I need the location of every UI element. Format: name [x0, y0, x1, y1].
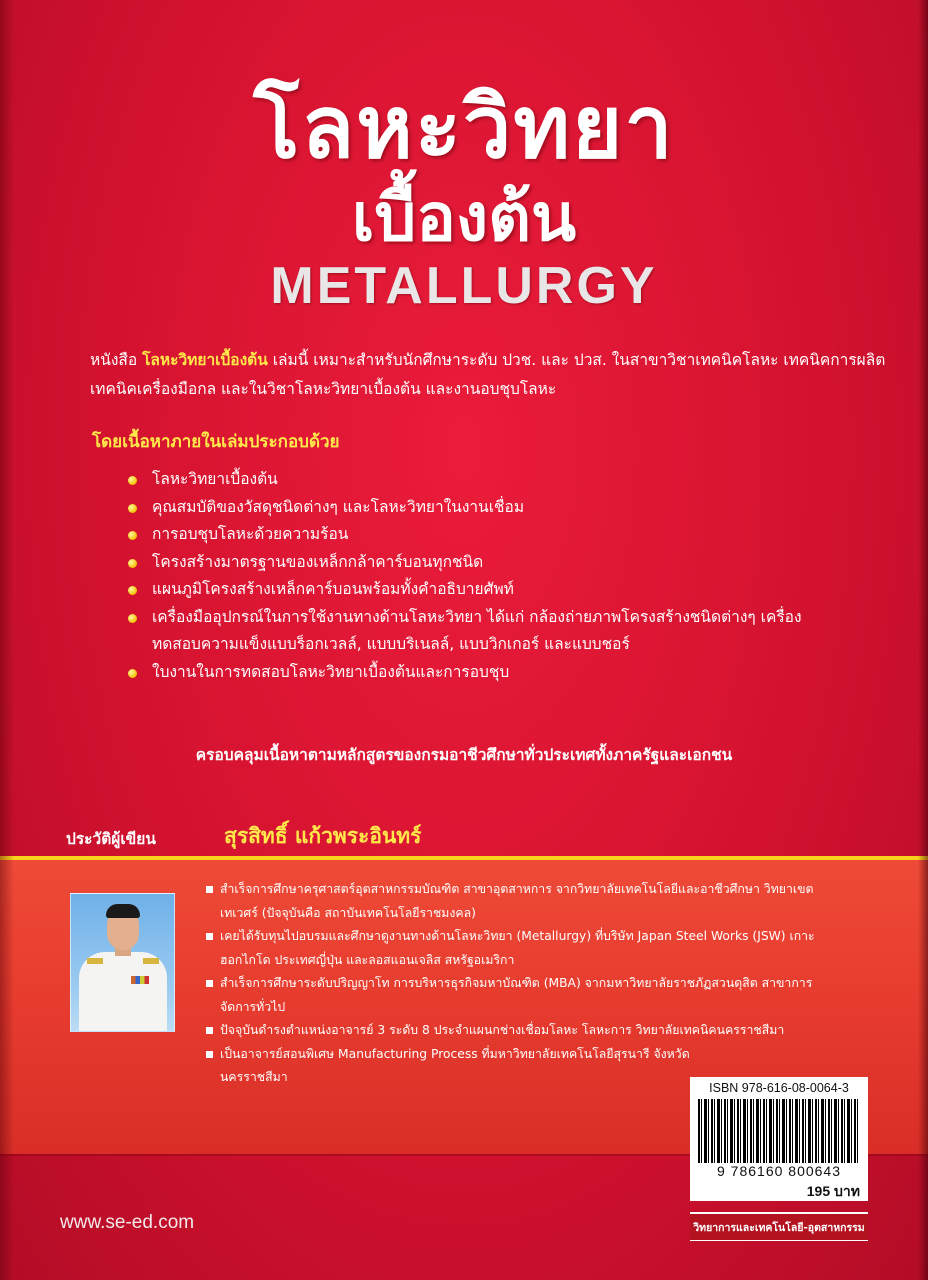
- bio-item: [206, 925, 846, 972]
- white-square-icon: [206, 1027, 213, 1034]
- white-square-icon: [206, 1051, 213, 1058]
- contents-item-text: โลหะวิทยาเบื้องต้น: [152, 470, 278, 488]
- contents-item: [128, 466, 828, 494]
- bio-item-text: สำเร็จการศึกษาครุศาสตร์อุตสาหกรรมบัณฑิต สาขาอุตสาหการ จากวิทยาลัยเทคโนโลยีและอาชีวศึกษา วิทยาเขตเทเวศร์ (ปัจจุบันคือ สถาบันเทคโนโลยีราชมงคล): [220, 882, 814, 920]
- author-name: สุรสิทธิ์ แก้วพระอินทร์: [224, 824, 422, 848]
- bio-item-text: สำเร็จการศึกษาระดับปริญญาโท การบริหารธุรกิจมหาบัณฑิต (MBA) จากมหาวิทยาลัยราชภัฏสวนดุสิต สาขาการจัดการทั่วไป: [220, 976, 813, 1014]
- isbn-text: ISBN 978-616-08-0064-3: [709, 1081, 849, 1095]
- barcode-number: 9 786160 800643: [717, 1163, 841, 1179]
- publisher-website: www.se-ed.com: [60, 1212, 195, 1233]
- bio-item-text: เคยได้รับทุนไปอบรมและศึกษาดูงานทางด้านโลหะวิทยา (Metallurgy) ที่บริษัท Japan Steel Works (JSW) เกาะฮอกไกโด ประเทศญี่ปุ่น และลอสแอนเจลิส สหรัฐอเมริกา: [220, 929, 815, 967]
- gold-bullet-icon: [128, 531, 137, 540]
- contents-item: [128, 494, 828, 522]
- gold-bullet-icon: [128, 614, 137, 623]
- spine-shadow: [0, 0, 14, 1280]
- category-text: วิทยาการและเทคโนโลยี-อุตสาหกรรม: [693, 1222, 865, 1234]
- contents-item-text: ใบงานในการทดสอบโลหะวิทยาเบื้องต้นและการอบชุบ: [152, 662, 510, 681]
- title-thai-line-2: เบื้องต้น: [351, 179, 577, 256]
- contents-item: [128, 521, 828, 549]
- intro-prefix: หนังสือ: [90, 351, 143, 369]
- intro-paragraph: [90, 346, 890, 404]
- coverage-statement: ครอบคลุมเนื้อหาตามหลักสูตรของกรมอาชีวศึกษาทั่วประเทศทั้งภาครัฐและเอกชน: [195, 746, 733, 764]
- contents-item-text: แผนภูมิโครงสร้างเหล็กคาร์บอนพร้อมทั้งคำอธิบายศัพท์: [152, 580, 514, 598]
- bio-item: [206, 1019, 846, 1043]
- contents-item: [128, 549, 828, 577]
- contents-heading: โดยเนื้อหาภายในเล่มประกอบด้วย: [92, 432, 340, 452]
- contents-item-text: การอบชุบโลหะด้วยความร้อน: [152, 525, 349, 543]
- gold-bullet-icon: [128, 476, 137, 485]
- barcode-label: [690, 1077, 868, 1201]
- contents-item-text: เครื่องมืออุปกรณ์ในการใช้งานทางด้านโลหะวิทยา ได้แก่ กล้องถ่ายภาพโครงสร้างชนิดต่างๆ เครื่องทดสอบความแข็งแบบร็อกเวลล์, แบบบริเนลล์, แบบวิกเกอร์ และแบบชอร์: [152, 607, 802, 653]
- white-square-icon: [206, 933, 213, 940]
- contents-item: [128, 576, 828, 604]
- category-label: [690, 1212, 868, 1241]
- price: 195 บาท: [806, 1183, 860, 1199]
- bio-item-text: ปัจจุบันดำรงตำแหน่งอาจารย์ 3 ระดับ 8 ประจำแผนกช่างเชื่อมโลหะ โลหะการ วิทยาลัยเทคนิคนครราชสีมา: [220, 1023, 785, 1037]
- gold-bullet-icon: [128, 559, 137, 568]
- bio-item: [206, 878, 846, 925]
- white-square-icon: [206, 886, 213, 893]
- gold-bullet-icon: [128, 504, 137, 513]
- gold-bullet-icon: [128, 586, 137, 595]
- contents-item-text: คุณสมบัติของวัสดุชนิดต่างๆ และโลหะวิทยาในงานเชื่อม: [152, 497, 525, 516]
- contents-item-text: โครงสร้างมาตรฐานของเหล็กกล้าคาร์บอนทุกชนิด: [152, 552, 484, 571]
- intro-text: เล่มนี้ เหมาะสำหรับนักศึกษาระดับ ปวช. และ ปวส. ในสาขาวิชาเทคนิคโลหะ เทคนิคการผลิต เทคนิคเครื่องมือกล และในวิชาโลหะวิทยาเบื้องต้น และงานอบชุบโลหะ: [90, 351, 886, 398]
- contents-item: [128, 604, 828, 659]
- intro-book-name: โลหะวิทยาเบื้องต้น: [142, 351, 268, 369]
- bio-item: [206, 1043, 690, 1090]
- author-bio-list: [206, 878, 846, 1090]
- gold-bullet-icon: [128, 669, 137, 678]
- title-english: METALLURGY: [270, 257, 658, 315]
- contents-list: [128, 466, 828, 686]
- white-square-icon: [206, 980, 213, 987]
- bio-item: [206, 972, 846, 1019]
- title-thai-line-1: โลหะวิทยา: [253, 78, 675, 178]
- author-photo: [70, 893, 175, 1032]
- barcode-icon: [698, 1099, 860, 1163]
- bio-item-text: เป็นอาจารย์สอนพิเศษ Manufacturing Process ที่มหาวิทยาลัยเทคโนโลยีสุรนารี จังหวัดนครราชสีมา: [220, 1046, 690, 1084]
- author-label: ประวัติผู้เขียน: [66, 830, 156, 848]
- contents-item: [128, 659, 828, 687]
- edge-shadow: [918, 0, 928, 1280]
